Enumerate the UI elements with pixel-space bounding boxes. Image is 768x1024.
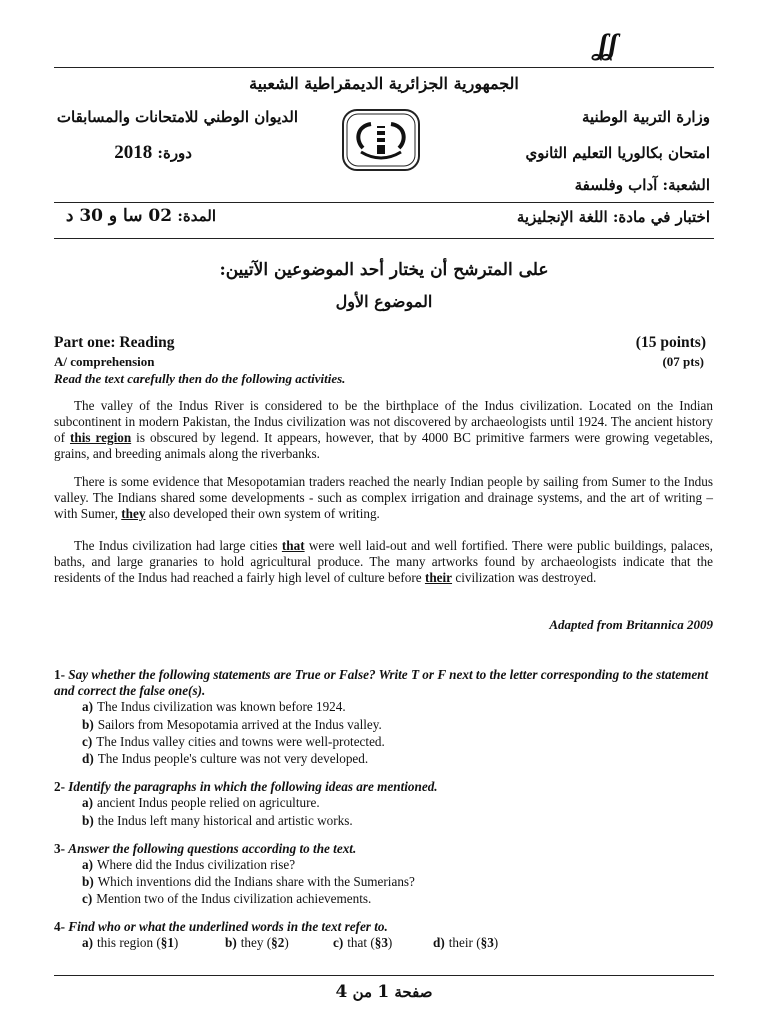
q3-item-a: a) Where did the Indus civilization rise? [82,857,296,872]
q3-item-c: c) Mention two of the Indus civilization achievements. [82,891,372,906]
onec-logo-mark: ʆʆ [598,28,618,61]
stream-label: الشعبة: آداب وفلسفة [574,176,710,194]
session-line [62,142,192,164]
q1-item-d: d) The Indus people's culture was not very developed. [82,751,369,766]
question-2: 2- Identify the paragraphs in which the following ideas are mentioned. [54,779,438,794]
q4-ref-c: c) that (§3) [333,935,393,950]
text-paragraph-3: The Indus civilization had large cities that were well laid-out and well fortified. There were public buildings, palaces, baths, and large granaries to hold agricultural produce. The many artworks found by archaeologists indicate that the residents of the Indus had reached a fairly high level of culture before their civilization was destroyed. [54,538,713,585]
q1-item-b: b) Sailors from Mesopotamia arrived at the Indus valley. [82,717,382,732]
office-name: الديوان الوطني للامتحانات والمسابقات [56,108,298,126]
underlined-they: they [121,506,146,521]
reading-directive: Read the text carefully then do the following activities. [54,371,346,386]
q3-item-b: b) Which inventions did the Indians share with the Sumerians? [82,874,415,889]
duration-line [56,206,216,226]
question-1: 1- Say whether the following statements are True or False? Write T or F next to the letter corresponding to the statement and correct the false one(s). [54,667,709,698]
duration-label: المدة: [177,207,216,225]
header-bottom-rule [54,238,714,239]
choose-instruction: على المترشح أن يختار أحد الموضوعين الآتيين: [219,260,549,280]
part-title: Part one: Reading [54,334,175,351]
q1-item-a: a) The Indus civilization was known before 1924. [82,699,346,714]
header-top-rule [54,67,714,68]
topic-title: الموضوع الأول [335,292,433,311]
duration-value: 02 سا و 30 د [65,206,173,226]
part-points: (15 points) [635,334,706,351]
session-label: دورة: [157,144,192,162]
q4-ref-a: a) this region (§1) [82,935,179,950]
question-3: 3- Answer the following questions according to the text. [54,841,357,856]
subject-line: اختبار في مادة: اللغة الإنجليزية [516,208,710,226]
header-mid-rule [54,202,714,203]
session-year: 2018 [114,142,153,163]
q1-item-c: c) The Indus valley cities and towns were well-protected. [82,734,385,749]
q2-item-b: b) the Indus left many historical and artistic works. [82,813,353,828]
underlined-that: that [281,538,305,553]
underlined-their: their [424,570,453,585]
q4-ref-d: d) their (§3) [433,935,499,950]
exam-name: امتحان بكالوريا التعليم الثانوي [525,144,710,162]
q2-item-a: a) ancient Indus people relied on agriculture. [82,795,320,810]
q4-ref-b: b) they (§2) [225,935,289,950]
page-number: صفحة 1 من 4 [335,982,433,1002]
footer-rule [54,975,714,976]
text-source: Adapted from Britannica 2009 [549,617,713,632]
ministry-name: وزارة التربية الوطنية [581,108,710,126]
onec-emblem-icon [341,108,421,172]
text-paragraph-1: The valley of the Indus River is considered to be the birthplace of the Indus civilization. Located on the Indian subcontinent in modern Pakistan, the Indus civilization was not discovered by archaeologists until 1924. The ancient history of this region is obscured by legend. It appears, however, that by 4000 BC primitive farmers were growing vegetables, grains, and breeding animals along the riverbanks. [54,398,713,461]
underlined-this-region: this region [69,430,132,445]
section-title: A/ comprehension [54,354,155,369]
section-points: (07 pts) [662,354,704,369]
question-4: 4- Find who or what the underlined words in the text refer to. [54,919,388,934]
text-paragraph-2: There is some evidence that Mesopotamian traders reached the nearly Indian people by sailing from Sumer to the Indus valley. The Indians shared some developments - such as complex irrigation and drainage systems, and the art of writing – with Sumer, they also developed their own system of writing. [54,474,713,521]
republic-title: الجمهورية الجزائرية الديمقراطية الشعبية [249,74,519,93]
